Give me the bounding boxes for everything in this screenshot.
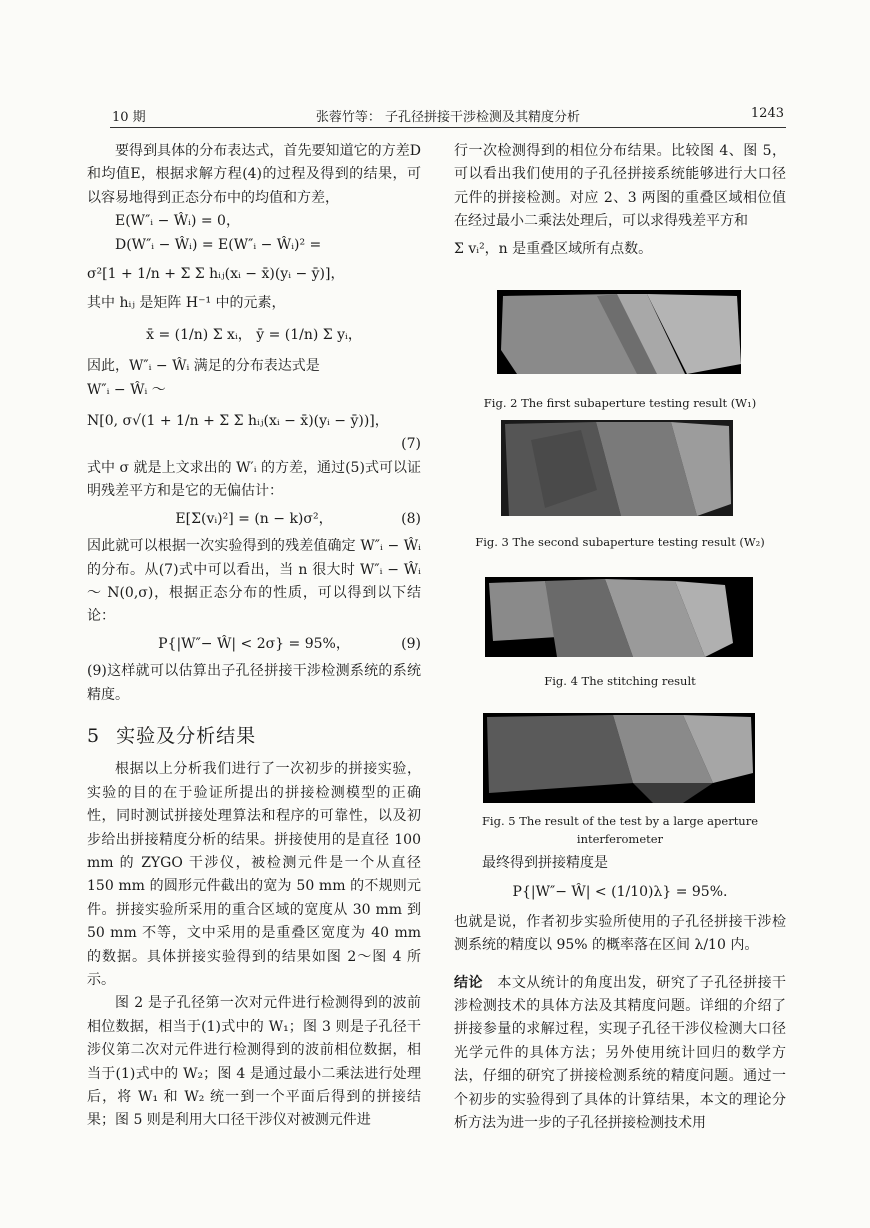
paragraph-distribution: 因此，W″ᵢ − Ŵᵢ 满足的分布表达式是 bbox=[87, 358, 320, 375]
paragraph-continued: 行一次检测得到的相位分布结果。比较图 4、图 5，可以看出我们使用的子孔径拼接系统能够进行大口径元件的拼接检测。对应 2、3 两图的重叠区域相位值在经过最小二乘法处理后，可以求得残差平方和 bbox=[454, 143, 786, 230]
paragraph-hij: 其中 hᵢⱼ 是矩阵 H⁻¹ 中的元素， bbox=[87, 295, 286, 312]
equation-final: P{|W″− Ŵ| < (1/10)λ} = 95%. bbox=[512, 884, 728, 901]
figure-2-image bbox=[497, 290, 741, 374]
equation-8: E[Σ(vᵢ)²] = (n − k)σ²， bbox=[175, 510, 333, 527]
right-column-bottom bbox=[454, 852, 786, 1135]
conclusion-text: 本文从统计的角度出发，研究了子孔径拼接干涉检测技术的具体方法及其精度问题。详细的介绍了拼接参量的求解过程，实现子孔径干涉仪检测大口径光学元件的具体方法；另外使用统计回归的数学方法，仔细的研究了拼接检测系统的精度问题。通过一个初步的实验得到了具体的计算结果，本文的理论分析方法为进一步的子孔径拼接检测技术用 bbox=[454, 974, 787, 1132]
issue-number: 10 期 bbox=[112, 110, 146, 125]
figure-3-image bbox=[501, 420, 733, 516]
right-column-top bbox=[454, 140, 786, 261]
paragraph-conclusion-eq: 因此就可以根据一次实验得到的残差值确定 W″ᵢ − Ŵᵢ 的分布。从(7)式中可以看出，当 n 很大时 W″ᵢ − Ŵᵢ ～ N(0,σ)，根据正态分布的性质，可以得到以下结论： bbox=[87, 538, 421, 625]
figure-5-caption-line-1: Fig. 5 The result of the test by a large aperture bbox=[481, 814, 759, 828]
figure-2-caption: Fig. 2 The first subaperture testing result (W₁) bbox=[483, 396, 757, 410]
section-heading bbox=[87, 725, 421, 748]
equation-sample-means: x̄ = (1/n) Σ xᵢ， ȳ = (1/n) Σ yᵢ， bbox=[146, 326, 362, 343]
equation-8-number: (8) bbox=[401, 510, 421, 527]
paragraph-sigma: 式中 σ 就是上文求出的 W′ᵢ 的方差，通过(5)式可以证明残差平方和是它的无偏估计： bbox=[87, 459, 421, 500]
paragraph-eq9: (9)这样就可以估算出子孔径拼接干涉检测系统的系统精度。 bbox=[87, 663, 421, 703]
equation-variance-expansion: σ²[1 + 1/n + Σ Σ hᵢⱼ(xᵢ − x̄)(yᵢ − ȳ)]， bbox=[87, 266, 345, 283]
paragraph-residual-sum: Σ vᵢ²，n 是重叠区域所有点数。 bbox=[454, 240, 653, 257]
figure-3-caption: Fig. 3 The second subaperture testing result (W₂) bbox=[475, 535, 765, 549]
section-title: 实验及分析结果 bbox=[116, 724, 257, 747]
figure-4-caption: Fig. 4 The stitching result bbox=[544, 674, 696, 688]
paragraph-final-accuracy: 最终得到拼接精度是 bbox=[482, 855, 608, 871]
paragraph-also: 也就是说，作者初步实验所使用的子孔径拼接干涉检测系统的精度以 95% 的概率落在区间 λ/10 内。 bbox=[454, 913, 786, 954]
conclusion-label: 结论 bbox=[454, 974, 483, 991]
paragraph-conclusion bbox=[454, 972, 786, 1136]
paragraph-distribution-intro: 要得到具体的分布表达式，首先要知道它的方差D和均值E，根据求解方程(4)的过程及得到的结果，可以容易地得到正态分布中的均值和方差， bbox=[87, 143, 421, 206]
equation-variance: D(W″ᵢ − Ŵᵢ) = E(W″ᵢ − Ŵᵢ)² = bbox=[115, 236, 322, 253]
figure-5-image bbox=[483, 713, 755, 803]
equation-9: P{|W″− Ŵ| < 2σ} = 95%， bbox=[158, 635, 350, 652]
paragraph-figures: 图 2 是子孔径第一次对元件进行检测得到的波前相位数据，相当于(1)式中的 W₁；图 3 则是子孔径干涉仪第二次对元件进行检测得到的波前相位数据，相当于(1)式中的 W₂；图 4 是通过最小二乘法进行处理后，将 W₁ 和 W₂ 统一到一个平面后得到的拼接结果；图 5 则是利用大口径干涉仪对被测元件进 bbox=[87, 995, 421, 1129]
equation-residual: W″ᵢ − Ŵᵢ ～ bbox=[87, 381, 166, 398]
figure-5-caption-line-2: interferometer bbox=[576, 832, 664, 846]
equation-7-number: (7) bbox=[401, 436, 421, 453]
equation-mean: E(W″ᵢ − Ŵᵢ) = 0， bbox=[115, 213, 240, 230]
paragraph-experiment: 根据以上分析我们进行了一次初步的拼接实验，实验的目的在于验证所提出的拼接检测模型的正确性，同时测试拼接处理算法和程序的可靠性，以及初步给出拼接精度分析的结果。拼接使用的是直径 100 mm 的 ZYGO 干涉仪，被检测元件是一个从直径 150 mm 的圆形元件截出的宽为 50 mm 的不规则元件。拼接实验所采用的重合区域的宽度从 30 mm 到 50 mm 不等，文中采用的是重叠区宽度为 40 mm 的数据。具体拼接实验得到的结果如图 2～图 4 所示。 bbox=[87, 761, 421, 988]
header-rule bbox=[110, 127, 786, 128]
left-column bbox=[87, 140, 421, 1133]
section-number: 5 bbox=[87, 724, 101, 747]
page-number: 1243 bbox=[750, 106, 784, 121]
equation-normal: N[0, σ√(1 + 1/n + Σ Σ hᵢⱼ(xᵢ − x̄)(yᵢ − ȳ))]， bbox=[87, 413, 389, 430]
equation-9-number: (9) bbox=[401, 635, 421, 652]
running-title: 张蓉竹等： 子孔径拼接干涉检测及其精度分析 bbox=[315, 110, 581, 125]
figure-4-image bbox=[485, 577, 753, 657]
